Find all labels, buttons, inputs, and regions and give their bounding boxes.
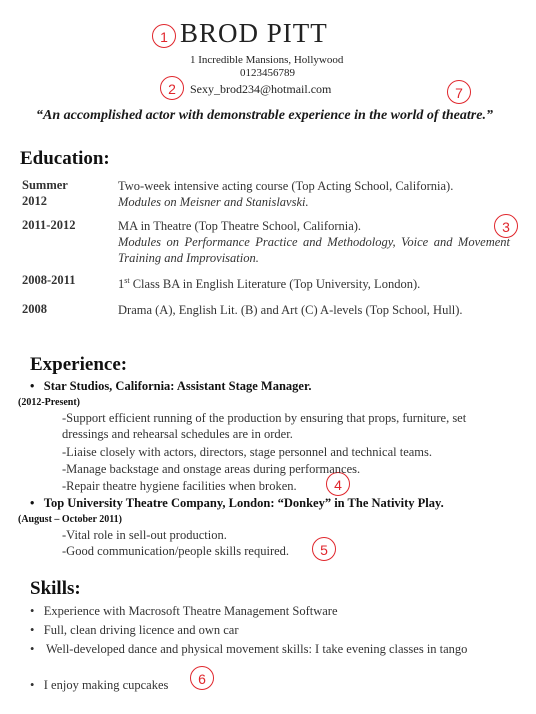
- skill-text: Experience with Macrosoft Theatre Management Software: [43, 604, 338, 618]
- skill-item: • Experience with Macrosoft Theatre Management Software: [30, 604, 338, 618]
- edu-title-rest: Class BA in English Literature (Top University, London).: [129, 277, 421, 292]
- edu-detail: Modules on Performance Practice and Methodology, Voice and Movement Training and Improvisation.: [118, 235, 510, 265]
- edu-title-number: 1: [118, 277, 125, 292]
- annotation-marker-4: 4: [326, 472, 350, 496]
- edu-title: [118, 273, 420, 292]
- job-duty-highlight: -Repair theatre hygiene facilities when broken.: [62, 479, 297, 493]
- job-title: • Top University Theatre Company, London: “Donkey” in The Nativity Play.: [30, 496, 444, 510]
- edu-year: Summer: [22, 178, 68, 192]
- edu-title: Drama (A), English Lit. (B) and Art (C) A-levels (Top School, Hull).: [118, 303, 463, 317]
- job-dates: (August – October 2011): [18, 514, 122, 525]
- job-title-text: Star Studios, California: Assistant Stage Manager.: [43, 379, 312, 393]
- job-duty: -Support efficient running of the production by ensuring that props, furniture, set dressings and rehearsal schedules are in order.: [62, 411, 467, 441]
- skill-text: Full, clean driving licence and own car: [43, 623, 239, 637]
- job-duty: -Vital role in sell-out production.: [62, 528, 227, 542]
- edu-year: 2008-2011: [22, 273, 76, 287]
- edu-year: 2008: [22, 302, 47, 316]
- skill-item-highlight: • I enjoy making cupcakes: [30, 678, 169, 692]
- annotation-marker-5: 5: [312, 537, 336, 561]
- edu-detail: Modules on Meisner and Stanislavski.: [118, 195, 309, 209]
- job-dates: (2012-Present): [18, 397, 81, 408]
- personal-statement: “An accomplished actor with demonstrable experience in the world of theatre.”: [36, 108, 493, 123]
- skills-heading: Skills:: [30, 578, 81, 599]
- job-title: • Star Studios, California: Assistant Stage Manager.: [30, 379, 312, 393]
- education-heading: Education:: [20, 148, 110, 169]
- skill-item: [30, 641, 490, 657]
- job-duty-highlight: -Good communication/people skills required.: [62, 544, 290, 558]
- annotation-marker-2: 2: [160, 76, 184, 100]
- job-duty: -Manage backstage and onstage areas during performances.: [62, 462, 361, 476]
- phone: 0123456789: [240, 67, 295, 79]
- job-duty: -Liaise closely with actors, directors, stage personnel and technical teams.: [62, 445, 433, 459]
- edu-title: MA in Theatre (Top Theatre School, California).: [118, 219, 362, 233]
- skill-text: I enjoy making cupcakes: [43, 678, 169, 692]
- annotation-marker-1: 1: [152, 24, 176, 48]
- email[interactable]: Sexy_brod234@hotmail.com: [190, 82, 332, 96]
- bullet: •: [30, 642, 35, 656]
- edu-year: 2011-2012: [22, 218, 76, 232]
- candidate-name: BROD PITT: [180, 18, 328, 48]
- edu-year: 2012: [22, 194, 47, 208]
- job-title-text: Top University Theatre Company, London: “Donkey” in The Nativity Play.: [43, 496, 444, 510]
- experience-heading: Experience:: [30, 354, 128, 375]
- annotation-marker-3: 3: [494, 214, 518, 238]
- skill-item: • Full, clean driving licence and own car: [30, 623, 239, 637]
- annotation-marker-6: 6: [190, 666, 214, 690]
- edu-title-sup: st: [124, 276, 130, 285]
- skill-text: Well-developed dance and physical movement skills: I take evening classes in tango: [46, 642, 468, 656]
- address: 1 Incredible Mansions, Hollywood: [190, 54, 344, 66]
- edu-title: Two-week intensive acting course (Top Acting School, California).: [118, 179, 454, 193]
- annotation-marker-7: 7: [447, 80, 471, 104]
